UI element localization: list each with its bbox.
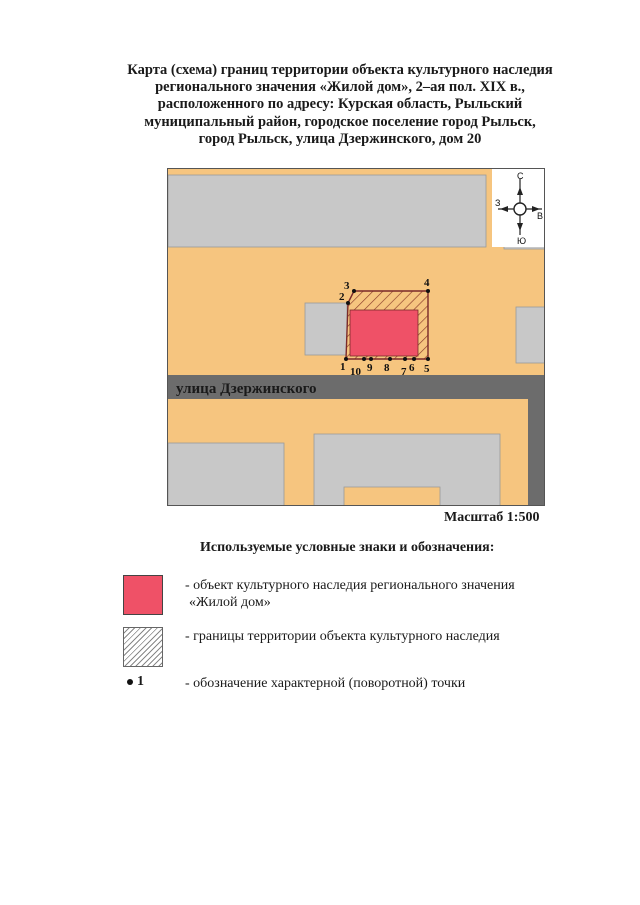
point-2-marker [346,301,350,305]
street-cross [528,375,545,506]
building-right-neighbor [516,307,545,363]
legend-object-line-1: - объект культурного наследия регионального значения [185,578,515,593]
street-label: улица Дзержинского [176,381,317,397]
compass-north-label: С [517,171,524,181]
title-line-3: расположенного по адресу: Курская область, Рыльский [157,96,523,113]
site-map [167,168,545,506]
legend-boundary-text: - границы территории объекта культурного наследия [185,629,500,644]
point-label-1: 1 [340,361,346,373]
compass-south-label: Ю [517,236,527,246]
point-label-6: 6 [409,362,415,374]
title-line-2: регионального значения «Жилой дом», 2–ая пол. XIX в., [155,79,525,96]
legend-boundary-swatch [123,627,163,667]
point-6-marker [412,357,416,361]
scale-label: Масштаб 1:500 [444,510,540,525]
point-8-marker [388,357,392,361]
point-5-marker [426,357,430,361]
compass-east-label: В [537,211,544,221]
compass-west-label: З [495,198,501,208]
building-left-neighbor [305,303,347,355]
point-label-9: 9 [367,362,373,374]
legend-point-text: - обозначение характерной (поворотной) точки [185,676,466,691]
point-label-3: 3 [344,280,350,292]
point-10-marker [362,357,366,361]
point-label-2: 2 [339,291,345,303]
point-label-4: 4 [424,277,430,289]
legend-point-marker [127,674,144,690]
building-bottom-left [168,443,284,506]
compass-rose [492,169,545,247]
point-3-marker [352,289,356,293]
point-label-10: 10 [350,366,361,378]
legend-object-text [185,577,515,611]
point-7-marker [403,357,407,361]
point-9-marker [369,357,373,361]
point-label-5: 5 [424,363,430,375]
legend-point-number: 1 [137,674,144,689]
legend-object-line-2: «Жилой дом» [189,595,271,610]
legend-title: Используемые условные знаки и обозначения: [200,540,495,555]
heritage-object-building [350,310,418,356]
point-label-8: 8 [384,362,390,374]
map-title [100,62,580,148]
point-4-marker [426,289,430,293]
title-line-1: Карта (схема) границ территории объекта культурного наследия [127,62,553,78]
title-line-5: город Рыльск, улица Дзержинского, дом 20 [198,130,482,147]
point-label-7: 7 [401,366,407,378]
title-line-4: муниципальный район, городское поселение город Рыльск, [144,113,536,130]
legend-object-swatch [123,575,163,615]
site-map-canvas [168,169,545,506]
point-dot-icon [127,679,133,685]
building-top [168,175,486,247]
